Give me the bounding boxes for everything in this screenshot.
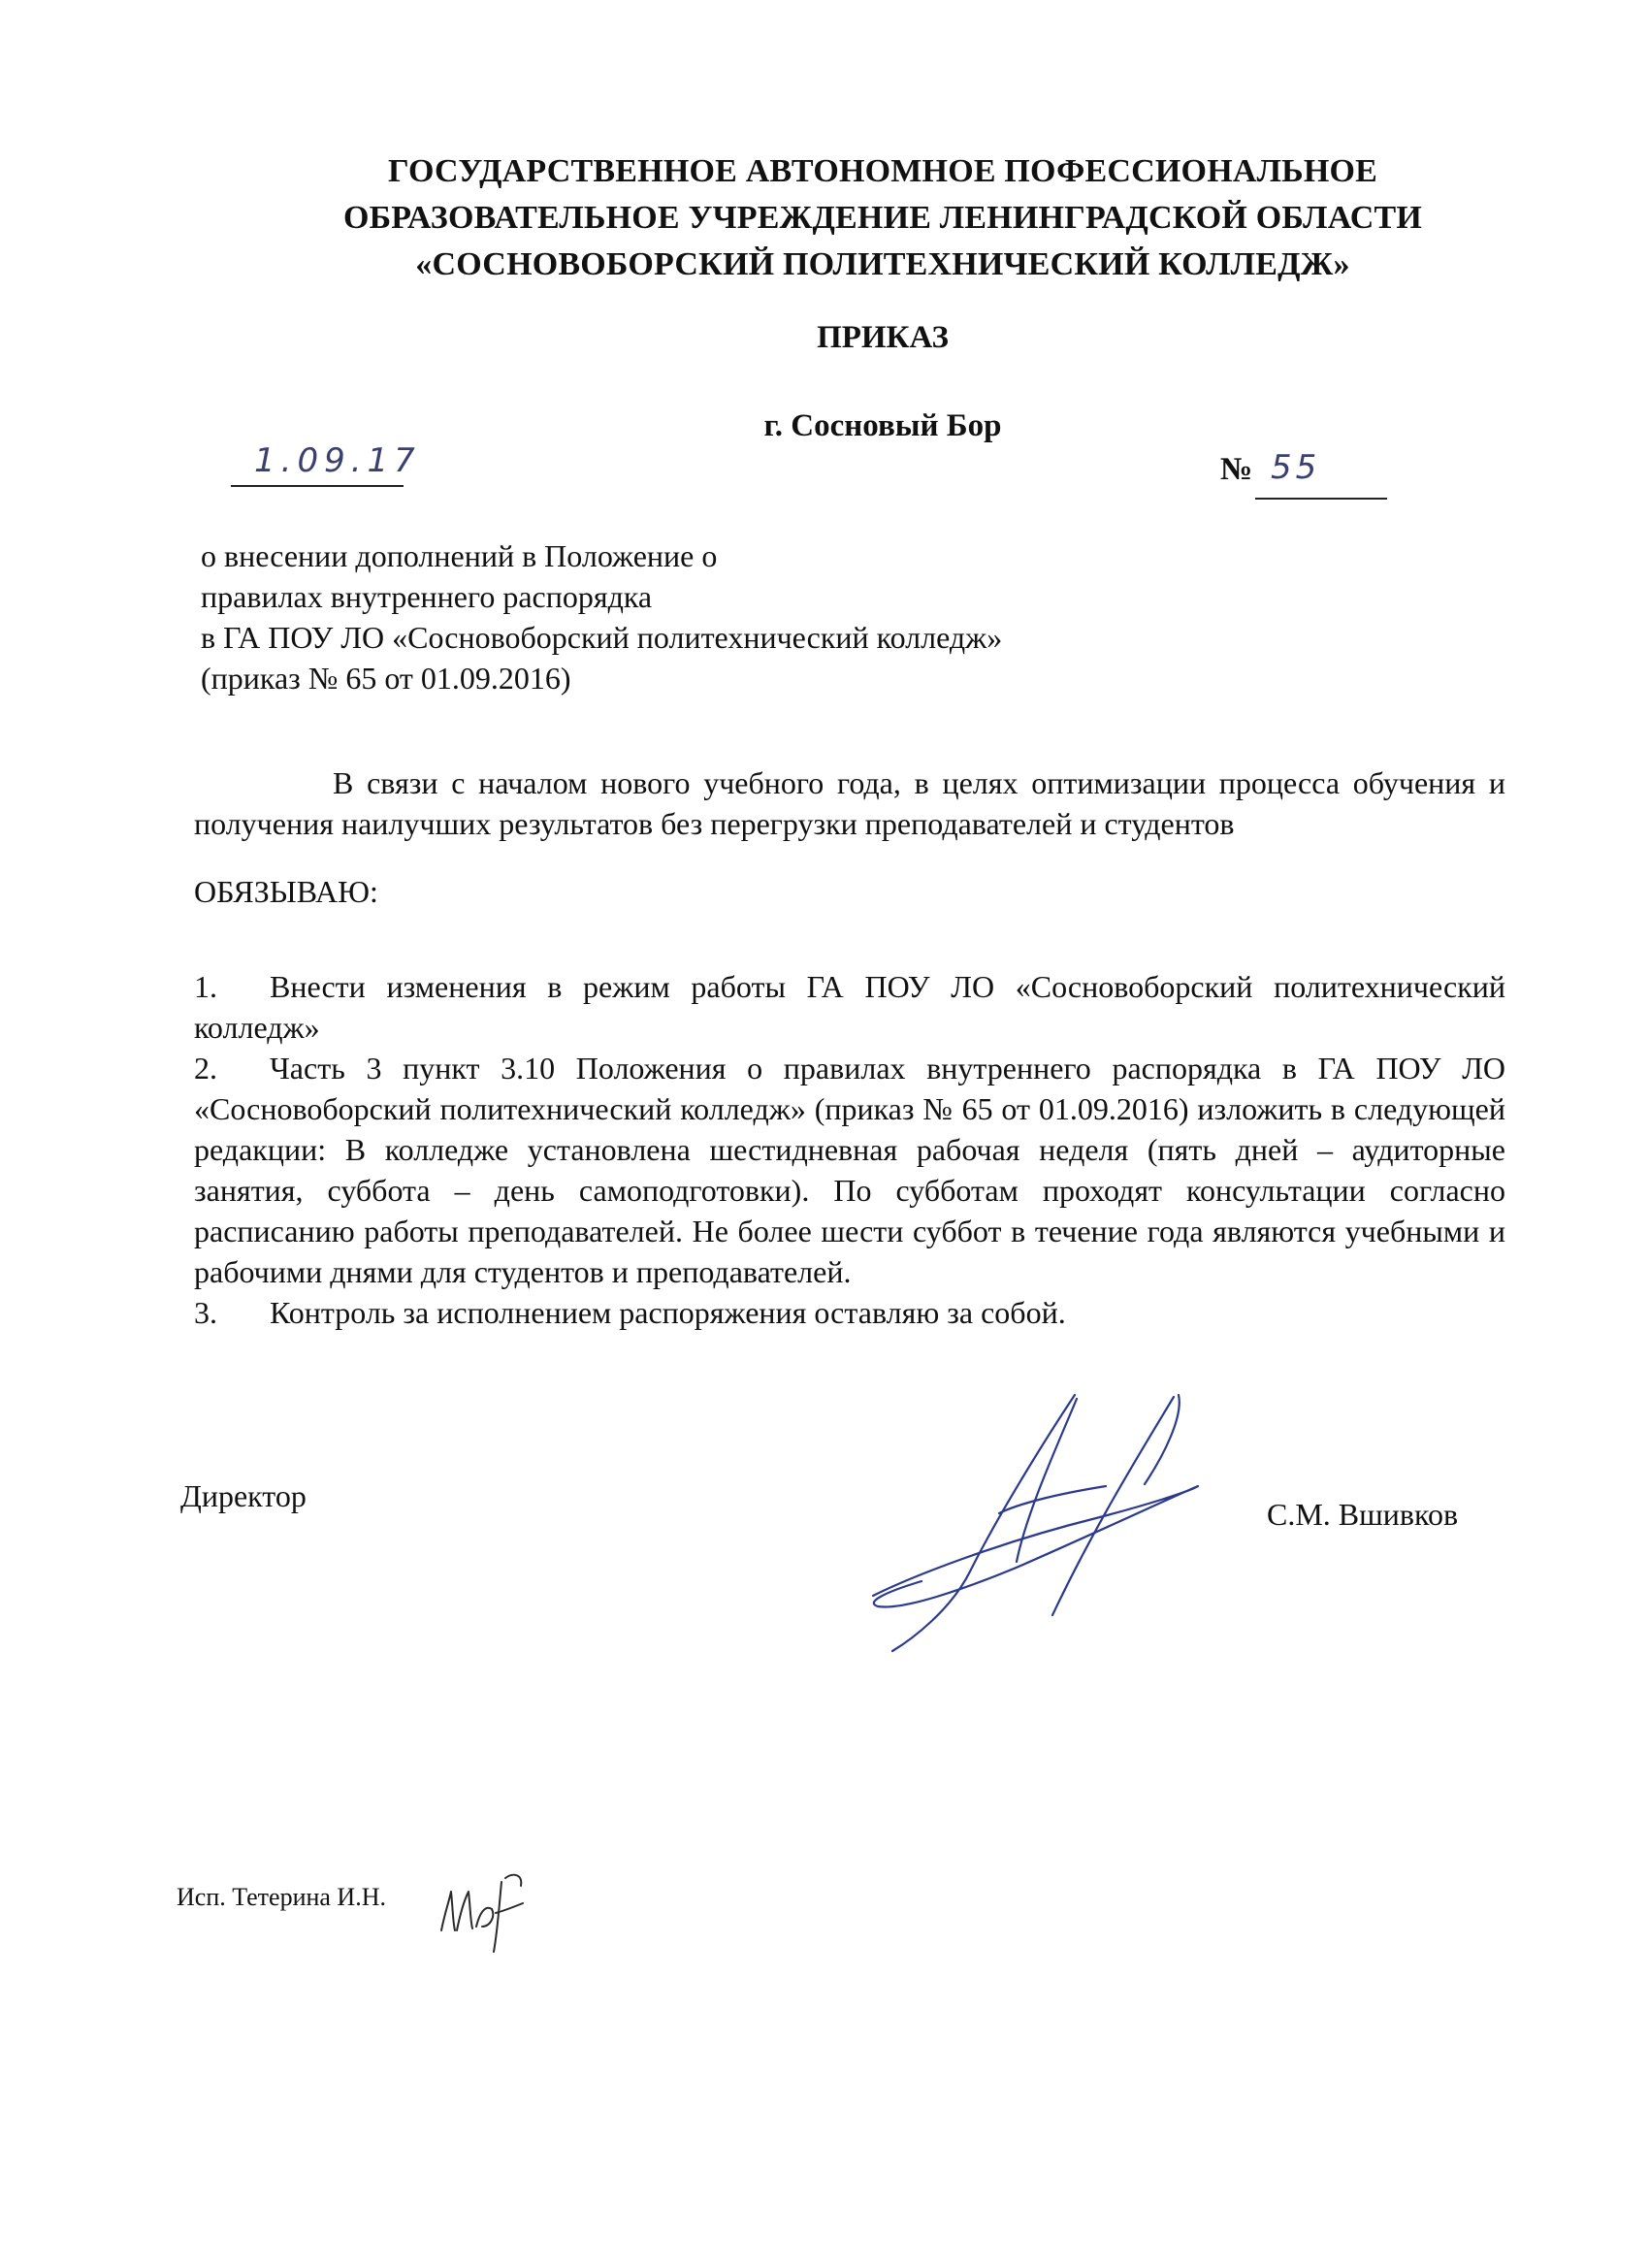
- date-underline: [231, 485, 404, 487]
- number-underline: [1255, 498, 1387, 500]
- subject-line-3: в ГА ПОУ ЛО «Сосновоборский политехнический колледж»: [201, 620, 1003, 655]
- preamble-paragraph: В связи с началом нового учебного года, в целях оптимизации процесса обучения и получения наилучших результатов без перегрузки преподавателей и студентов: [194, 765, 1505, 841]
- org-line-2: ОБРАЗОВАТЕЛЬНОЕ УЧРЕЖДЕНИЕ ЛЕНИНГРАДСКОЙ ОБЛАСТИ: [342, 200, 1423, 236]
- item-text: Внести изменения в режим работы ГА ПОУ ЛО «Сосновоборский политехнический колледж»: [194, 969, 1505, 1045]
- handwritten-order-number: 55: [1271, 448, 1321, 487]
- executor-line: Исп. Тетерина И.Н.: [177, 1883, 386, 1911]
- executor-initials-signature: [432, 1863, 538, 1960]
- director-signature: [854, 1377, 1261, 1659]
- org-line-1: ГОСУДАРСТВЕННОЕ АВТОНОМНОЕ ПОФЕССИОНАЛЬНОЕ: [388, 153, 1377, 189]
- item-text: Контроль за исполнением распоряжения оставляю за собой.: [270, 1295, 1066, 1330]
- order-items-list: [194, 966, 1505, 1333]
- organization-header: [194, 148, 1571, 288]
- document-city: г. Сосновый Бор: [763, 408, 1002, 443]
- director-name: С.М. Вшивков: [1267, 1497, 1459, 1532]
- org-line-3: «СОСНОВОБОРСКИЙ ПОЛИТЕХНИЧЕСКИЙ КОЛЛЕДЖ»: [415, 246, 1350, 282]
- item-number: 2.: [194, 1051, 217, 1085]
- document-type: ПРИКАЗ: [817, 320, 949, 355]
- item-number: 1.: [194, 969, 217, 1004]
- item-text: Часть 3 пункт 3.10 Положения о правилах внутреннего распорядка в ГА ПОУ ЛО «Сосновоборский политехнический колледж» (приказ № 65 от 01.09.2016) изложить в следующей редакции: В колледже установлена шестидневная рабочая неделя (пять дней – аудиторные занятия, суббота – день самоподготовки). По субботам проходят консультации согласно расписанию работы преподавателей. Не более шести суббот в течение года являются учебными и рабочими днями для студентов и преподавателей.: [194, 1051, 1505, 1289]
- order-item: [194, 1292, 1505, 1333]
- order-subject: [201, 535, 1002, 698]
- subject-line-2: правилах внутреннего распорядка: [201, 579, 653, 614]
- item-number: 3.: [194, 1295, 217, 1330]
- obligate-heading: ОБЯЗЫВАЮ:: [194, 874, 378, 909]
- subject-line-1: о внесении дополнений в Положение о: [201, 538, 718, 573]
- order-item: [194, 966, 1505, 1048]
- order-number-label: №: [1220, 452, 1253, 487]
- director-title: Директор: [180, 1478, 307, 1513]
- subject-line-4: (приказ № 65 от 01.09.2016): [201, 661, 571, 696]
- order-item: [194, 1048, 1505, 1292]
- handwritten-date: 1.09.17: [254, 441, 421, 480]
